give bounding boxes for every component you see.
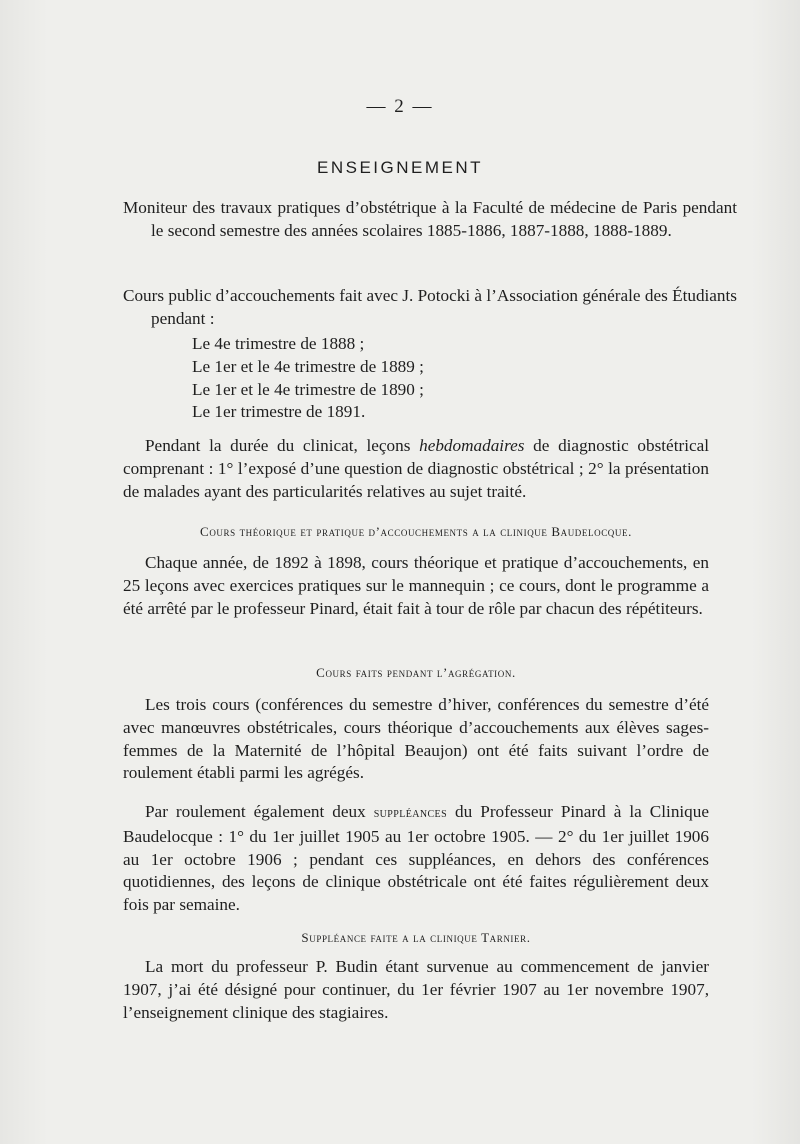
section-heading: ENSEIGNEMENT bbox=[316, 158, 484, 177]
list-item: Le 1er et le 4e trimestre de 1890 ; bbox=[192, 379, 424, 399]
subheading-tarnier: Suppléance faite a la clinique Tarnier. bbox=[301, 930, 531, 945]
paragraph-trois-cours: Les trois cours (conférences du semestre d’hiver, conférences du semestre d’été avec manœuvres obstétricales, cours théorique d’accouchements aux élèves sages-femmes de la Maternité de l’hôpital Beaujon) ont été faits suivant l’ordre de roulement établi parmi les agrégés. bbox=[123, 695, 709, 783]
subheading-baudelocque: Cours théorique et pratique d’accouchements a la clinique Baudelocque. bbox=[200, 524, 632, 539]
paragraph-cours-public: Cours public d’accouchements fait avec J. Potocki à l’Association générale des Étudiants pendant : bbox=[123, 286, 737, 328]
paragraph-budin: La mort du professeur P. Budin étant survenue au commencement de janvier 1907, j’ai été désigné pour continuer, du 1er février 1907 au 1er novembre 1907, l’enseignement clinique des stagiaires. bbox=[123, 957, 709, 1022]
paragraph-suppleances: Par roulement également deux suppléances du Professeur Pinard à la Clinique Baudelocque : 1° du 1er juillet 1905 au 1er octobre 1905. — 2° du 1er juillet 1906 au 1er octobre 1906 ; pendant ces suppléances, en dehors des conférences quotidiennes, des leçons de clinique obstétricale ont été faites régulièrement deux fois par semaine. bbox=[123, 802, 709, 915]
list-item: Le 4e trimestre de 1888 ; bbox=[192, 334, 365, 353]
list-item: Le 1er trimestre de 1891. bbox=[192, 402, 366, 422]
paragraph-clinicat: Pendant la durée du clinicat, leçons hebdomadaires de diagnostic obstétrical comprenant : 1° l’exposé d’une question de diagnostic obstétrical ; 2° la présentation de malades ayant des particularités relatives au sujet traité. bbox=[123, 436, 709, 501]
subheading-agregation: Cours faits pendant l’agrégation. bbox=[316, 665, 516, 680]
trimester-list bbox=[192, 333, 424, 424]
emphasis-hebdomadaires: hebdomadaires bbox=[419, 436, 525, 455]
paragraph-cours-theorique: Chaque année, de 1892 à 1898, cours théorique et pratique d’accouchements, en 25 leçons avec exercices pratiques sur le mannequin ; ce cours, dont le programme a été arrêté par le professeur Pinard, était fait à tour de rôle par chacun des répétiteurs. bbox=[123, 553, 709, 618]
page-number: — 2 — bbox=[366, 96, 434, 117]
list-item: Le 1er et le 4e trimestre de 1889 ; bbox=[192, 356, 424, 376]
term-suppleances: suppléances bbox=[373, 806, 448, 821]
paragraph-moniteur: Moniteur des travaux pratiques d’obstétrique à la Faculté de médecine de Paris pendant le second semestre des années scolaires 1885-1886, 1887-1888, 1888-1889. bbox=[123, 198, 737, 240]
